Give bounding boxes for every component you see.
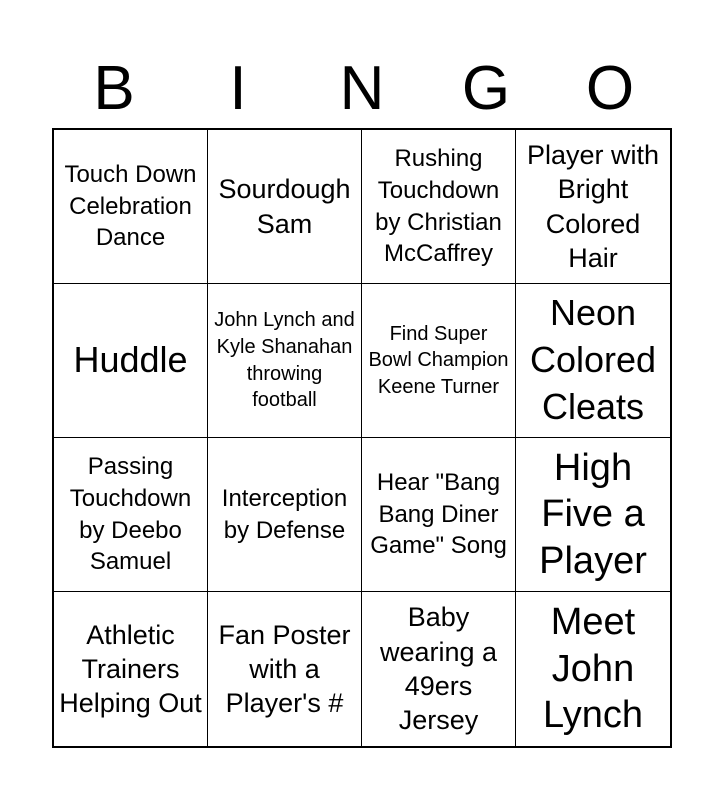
bingo-cell[interactable] — [208, 438, 362, 592]
bingo-board — [52, 128, 672, 748]
cell-text: Touch Down Celebration Dance — [64, 160, 197, 252]
cell-text: Interception by Defense — [221, 484, 348, 544]
bingo-cell[interactable] — [362, 130, 516, 284]
cell-text: Neon Colored Cleats — [529, 292, 657, 427]
cell-text: Sourdough Sam — [218, 174, 351, 239]
bingo-cell[interactable] — [208, 592, 362, 746]
bingo-cell[interactable] — [516, 592, 670, 746]
cell-text: Rushing Touchdown by Christian McCaffrey — [375, 144, 502, 268]
cell-text: Meet John Lynch — [543, 601, 643, 737]
bingo-cell[interactable] — [362, 592, 516, 746]
cell-text: Player with Bright Colored Hair — [526, 139, 660, 273]
bingo-cell[interactable] — [362, 438, 516, 592]
cell-text: Find Super Bowl Champion Keene Turner — [368, 322, 509, 398]
cell-text: Athletic Trainers Helping Out — [59, 619, 202, 719]
header-letter-i: I — [229, 54, 247, 123]
bingo-cell[interactable] — [516, 130, 670, 284]
bingo-cell[interactable] — [54, 130, 208, 284]
bingo-cell[interactable] — [362, 284, 516, 438]
bingo-cell[interactable] — [54, 284, 208, 438]
header-letter-b: B — [93, 54, 135, 123]
bingo-cell[interactable] — [516, 284, 670, 438]
bingo-cell[interactable] — [208, 130, 362, 284]
header-letter-o: O — [585, 54, 635, 123]
bingo-header — [52, 50, 672, 128]
cell-text: John Lynch and Kyle Shanahan throwing football — [214, 309, 355, 412]
cell-text: Baby wearing a 49ers Jersey — [379, 602, 498, 736]
cell-text: Hear "Bang Bang Diner Game" Song — [370, 468, 507, 560]
cell-text: Huddle — [73, 339, 188, 381]
cell-text: Fan Poster with a Player's # — [218, 619, 351, 719]
bingo-cell[interactable] — [208, 284, 362, 438]
cell-text: Passing Touchdown by Deebo Samuel — [69, 452, 192, 576]
bingo-cell[interactable] — [54, 592, 208, 746]
header-letter-g: G — [461, 54, 511, 123]
cell-text: High Five a Player — [539, 446, 647, 582]
bingo-cell[interactable] — [54, 438, 208, 592]
header-letter-n: N — [339, 54, 385, 123]
bingo-cell[interactable] — [516, 438, 670, 592]
